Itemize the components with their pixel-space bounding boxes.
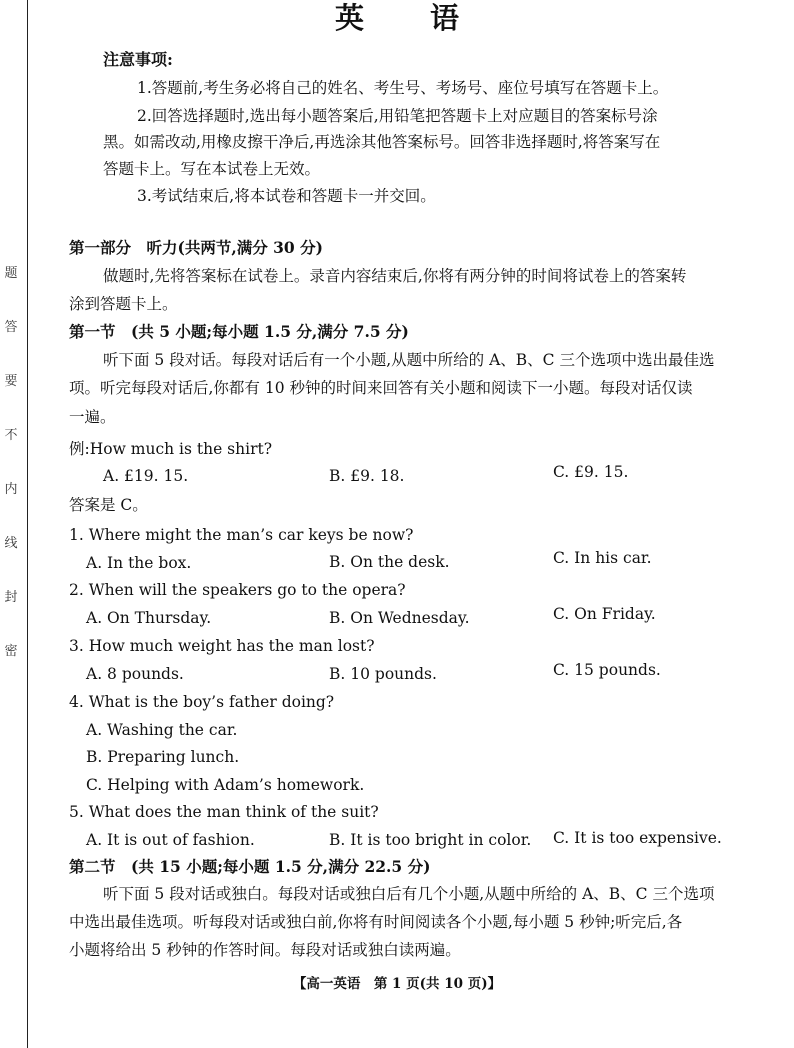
question-3-option-b: B. 10 pounds. xyxy=(329,665,437,683)
section1-intro-line-1: 听下面 5 段对话。每段对话后有一个小题,从题中所给的 A、B、C 三个选项中选出最佳选 xyxy=(103,351,715,369)
question-2-option-b: B. On Wednesday. xyxy=(329,609,470,627)
binding-char: 封 xyxy=(4,590,18,605)
question-2: 2. When will the speakers go to the opera? xyxy=(69,581,406,599)
notice-item-1: 1.答题前,考生务必将自己的姓名、考生号、考场号、座位号填写在答题卡上。 xyxy=(137,79,669,97)
example-option-c: C. £9. 15. xyxy=(553,463,629,481)
question-5: 5. What does the man think of the suit? xyxy=(69,803,379,821)
section2-heading: 第二节 (共 15 小题;每小题 1.5 分,满分 22.5 分) xyxy=(69,857,431,876)
question-4: 4. What is the boy’s father doing? xyxy=(69,693,335,711)
question-5-option-a: A. It is out of fashion. xyxy=(86,831,255,849)
question-3: 3. How much weight has the man lost? xyxy=(69,637,375,655)
part1-heading: 第一部分 听力(共两节,满分 30 分) xyxy=(69,238,323,257)
notice-item-2-line-3: 答题卡上。写在本试卷上无效。 xyxy=(103,160,321,178)
section2-intro-line-2: 中选出最佳选项。听每段对话或独白前,你将有时间阅读各个小题,每小题 5 秒钟;听完后,各 xyxy=(69,913,683,931)
question-3-option-c: C. 15 pounds. xyxy=(553,661,661,679)
notice-item-2-line-2: 黑。如需改动,用橡皮擦干净后,再选涂其他答案标号。回答非选择题时,将答案写在 xyxy=(103,133,661,151)
question-3-option-a: A. 8 pounds. xyxy=(86,665,184,683)
binding-line xyxy=(27,0,28,1048)
question-1-option-a: A. In the box. xyxy=(86,554,192,572)
binding-char: 要 xyxy=(4,374,18,389)
section2-intro-line-1: 听下面 5 段对话或独白。每段对话或独白后有几个小题,从题中所给的 A、B、C 三个选项 xyxy=(103,885,715,903)
notice-heading: 注意事项: xyxy=(103,50,173,69)
binding-char: 答 xyxy=(4,320,18,335)
binding-char: 密 xyxy=(4,644,18,659)
question-4-option-a: A. Washing the car. xyxy=(86,721,238,739)
page-footer: 【高一英语 第 1 页(共 10 页)】 xyxy=(292,976,502,992)
section1-intro-line-2: 项。听完每段对话后,你都有 10 秒钟的时间来回答有关小题和阅读下一小题。每段对话仅读 xyxy=(69,379,693,397)
page-title: 英 语 xyxy=(334,1,488,35)
question-1: 1. Where might the man’s car keys be now? xyxy=(69,526,414,544)
binding-char: 内 xyxy=(4,482,18,497)
section2-intro-line-3: 小题将给出 5 秒钟的作答时间。每段对话或独白读两遍。 xyxy=(69,941,461,959)
section1-heading: 第一节 (共 5 小题;每小题 1.5 分,满分 7.5 分) xyxy=(69,322,409,341)
notice-item-3: 3.考试结束后,将本试卷和答题卡一并交回。 xyxy=(137,187,436,205)
question-2-option-a: A. On Thursday. xyxy=(86,609,212,627)
notice-item-2-line-1: 2.回答选择题时,选出每小题答案后,用铅笔把答题卡上对应题目的答案标号涂 xyxy=(137,107,658,125)
binding-margin-text xyxy=(2,262,20,694)
binding-char: 不 xyxy=(4,428,18,443)
question-1-option-c: C. In his car. xyxy=(553,549,652,567)
example-option-b: B. £9. 18. xyxy=(329,467,405,485)
section1-intro-line-3: 一遍。 xyxy=(69,408,116,426)
question-1-option-b: B. On the desk. xyxy=(329,553,450,571)
example-question: 例:How much is the shirt? xyxy=(69,440,273,458)
question-4-option-c: C. Helping with Adam’s homework. xyxy=(86,776,365,794)
binding-char: 题 xyxy=(4,266,18,281)
question-5-option-c: C. It is too expensive. xyxy=(553,829,722,847)
part1-intro-line-1: 做题时,先将答案标在试卷上。录音内容结束后,你将有两分钟的时间将试卷上的答案转 xyxy=(103,267,687,285)
binding-char: 线 xyxy=(4,536,18,551)
question-2-option-c: C. On Friday. xyxy=(553,605,656,623)
question-4-option-b: B. Preparing lunch. xyxy=(86,748,240,766)
example-answer: 答案是 C。 xyxy=(69,496,148,514)
question-5-option-b: B. It is too bright in color. xyxy=(329,831,532,849)
part1-intro-line-2: 涂到答题卡上。 xyxy=(69,295,178,313)
example-option-a: A. £19. 15. xyxy=(103,467,189,485)
